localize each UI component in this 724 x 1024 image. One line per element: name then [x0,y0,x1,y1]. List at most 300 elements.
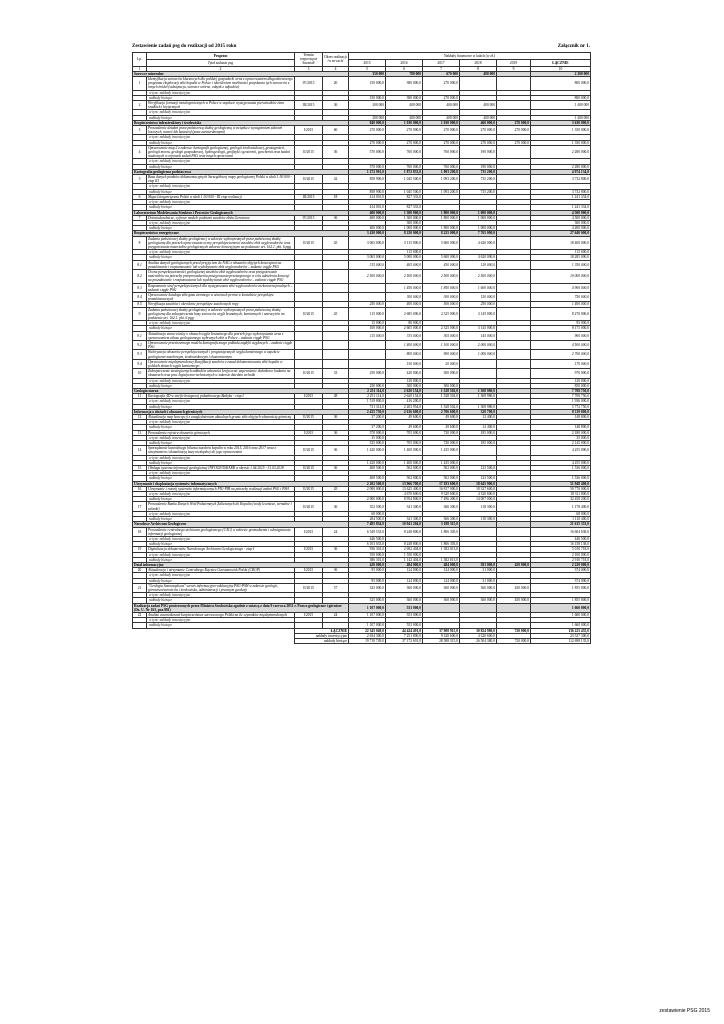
row-value: 8 220 000,0 [386,231,423,236]
row-value: 49 600,0 [386,425,423,430]
row-value: 95 000,0 [349,568,386,573]
row-name: w tym: nakłady inwestycyjne [147,420,295,425]
row-value: 550 000,0 [349,552,386,557]
row-value: 750 000,0 [531,292,591,301]
row-value [497,446,531,455]
row-value: 3 732 800,0 [531,189,591,194]
row-lp: 1 [133,77,147,91]
section-name: Utrzymanie i eksploatacja systemów informatycznych [133,481,349,486]
row-value: 190 000,0 [460,164,497,169]
row-value: 760 000,0 [423,145,460,159]
row-name: nakłady bieżące [147,557,295,562]
row-value: 120 000,0 [460,260,497,269]
row-lp: 9.3 [133,350,147,359]
row-duration: 36 [323,145,349,159]
row-value: 315 000,0 [349,260,386,269]
row-value: 1 536 000,0 [531,466,591,471]
row-lp: 8 [133,236,147,250]
row-value: 1 806 305,0 [423,527,460,536]
row-duration: 33 [323,369,349,378]
row-value: 51 948 400,0 [531,481,591,486]
row-value: 8 248 800,0 [386,527,423,536]
row-name: Weryfikacja formacji metalogenicznych w Polsce w aspekcie występowania pierwiastków ziem rzadkich i krytycznych [147,101,295,110]
row-value: 5 600 000,0 [423,236,460,250]
section-name: Bezpieczeństwo infrastruktury i środowisko [133,120,349,125]
row-name: w tym: nakłady inwestycyjne [147,159,295,164]
col-task-name: Tytuł zadania psg [147,59,295,66]
row-name: nakłady bieżące [147,425,295,430]
table-body [133,71,591,628]
row-value: 1 000 000,0 [460,215,497,220]
row-value: 1 536 000,0 [531,476,591,481]
row-value: 3 065 000,0 [349,236,386,250]
row-value: 20 000,0 [423,359,460,368]
row-lp: 14 [133,446,147,455]
row-value: 374 000,0 [531,568,591,573]
totals-value: 26 504 380,0 [460,638,497,643]
row-value: 450 000,0 [423,260,460,269]
row-name: "Geologia Samorządowa" serwis informacyjno-edukacyjny PSG-PSH w zakresie geologii, górnictwa/surowców i środowiska, administracji i prawnym geodezji [147,583,295,592]
row-value: 270 000,0 [497,126,531,135]
row-value: 366 300,0 [423,517,460,522]
row-value: 1 045 500,0 [386,175,423,184]
row-value: 450 000,0 [497,598,531,603]
col-year: 2018 [460,59,497,66]
row-duration: 45 [323,486,349,491]
task-row [133,292,591,301]
row-value [423,603,460,612]
row-start: I/2015 [295,394,323,399]
row-name: nakłady bieżące [147,460,295,465]
row-value: 502 000,0 [386,466,423,471]
row-value: 400 000,0 [349,215,386,220]
totals-value: 37 172 691,0 [386,638,423,643]
row-start: IV/2015 [295,77,323,91]
row-value [460,603,497,612]
row-name: Kartografia 4D w strefie brzegowej południowego Bałtyku - etap I [147,394,295,399]
row-value: 2 251 114,0 [349,394,386,399]
row-value: 735 200,0 [460,169,497,174]
row-value: 1 030 000,0 [423,120,460,125]
row-value: 570 000,0 [349,145,386,159]
row-value: 350 000 [349,71,386,76]
row-name: Prowadzenie centralnego archiwum geologicznego (CAG) w zakresie gromadzenia i udostępniania informacji geologicznej [147,527,295,536]
row-value: 1 350 000,0 [531,140,591,145]
row-value [349,283,386,292]
row-duration: 36 [323,430,349,435]
row-value: 500 000,0 [423,302,460,307]
row-name: Obsługa systemu informacji geologicznej INFOGEOSKARB w okresie 1.04.2015 - 31.03.2018 [147,466,295,471]
totals-value: 19 710 749,0 [349,638,386,643]
row-name: Identyfikacja surowców kluczowych dla polskiej gospodarki wraz z opracowaniem długookresowego programu eksploracji złóż kopalin w Polsce i określeniem możliwości pozyskania tych surowców z innych źródeł (substytucja, surowce wtórne, odzysk z odpadów) [148,77,293,90]
row-value [460,369,497,378]
row-value: 270 000,0 [423,140,460,145]
row-value: 14 007 000,0 [460,497,497,502]
row-value: 270 000,0 [423,95,460,100]
row-value: 2 145 000,0 [531,441,591,446]
row-name: w tym: nakłady inwestycyjne [147,321,295,326]
row-name: nakłady bieżące [147,205,295,210]
task-row [133,77,591,91]
task-row [133,350,591,359]
row-name: w tym: nakłady inwestycyjne [147,536,295,541]
row-lp: 11 [133,394,147,399]
row-value: 1 855 000,0 [531,583,591,592]
column-index: 2 [147,66,295,71]
row-value [497,369,531,378]
task-row [133,269,591,283]
totals-value: 30 824 980,0 [460,628,497,633]
row-value: 1 660 000,0 [531,623,591,628]
row-value [497,307,531,321]
row-lp: 12 [133,415,147,420]
row-lp: 10 [133,369,147,378]
row-name: w tym: nakłady inwestycyjne [147,399,295,404]
totals-label: ŁĄCZNIE [295,628,349,633]
row-value: 4 255 000,0 [531,460,591,465]
row-value: 1 400 000,0 [531,302,591,307]
task-row [133,101,591,110]
row-value: 13 966 700,0 [386,481,423,486]
row-name: nakłady bieżące [147,140,295,145]
row-value: 80 000,0 [386,321,423,326]
task-row [133,331,591,340]
row-value: 1 000 000,0 [386,226,423,231]
row-value: 1 528 502,0 [423,404,460,409]
row-value: 8 119 800,0 [531,409,591,414]
row-duration [323,359,349,368]
row-value: 18 285 000,0 [531,255,591,260]
row-value: 1 420 000,0 [349,460,386,465]
row-value: 553 000,0 [386,623,423,628]
row-name: w tym: nakłady inwestycyjne [147,593,295,598]
totals-value: 4 320 600,0 [460,633,497,638]
row-value: 1 308 980,0 [460,404,497,409]
row-name: Sporządzanie kwartalnego bilansu zasobów kopalin w roku 2015, 2016 oraz 2017 wraz z utrzymaniem i aktualizacją bazy niezbędnej do jego opracowania [147,446,295,455]
row-value: 8 270 000,0 [531,307,591,321]
row-value: 360 000,0 [423,583,460,592]
row-value: 250 000,0 [349,302,386,307]
row-start: II/2015 [295,369,323,378]
row-value: 2 620 154,0 [386,394,423,399]
row-duration: 24 [323,527,349,536]
row-value: 1 400 000,0 [386,460,423,465]
row-value: 190 000,0 [460,145,497,159]
row-value: 446 500,0 [531,536,591,541]
row-value: 400 000 [460,115,497,120]
row-value: 446 500,0 [349,536,386,541]
row-value: 1 000 000,0 [460,210,497,215]
row-name: nakłady bieżące [147,404,295,409]
row-value: 17 183 600,0 [423,481,460,486]
row-value: 270 000,0 [497,140,531,145]
row-value: 374 000,0 [531,578,591,583]
row-name: Ocena perspektywiczności geologicznej zasobów złóż węglowodorów oraz przygotowanie materiałów na potrzeby przeprowadzenia postępowania przetargowego w celu udzielenia koncesji na poszukiwanie i rozpoznawanie lub wydobywanie złóż węglowodorów – zadanie ciągłe PSG [147,269,295,283]
row-value: 5 115 000,0 [386,236,423,250]
row-value [497,603,531,612]
row-value: 570 000,0 [349,164,386,169]
row-value [497,77,531,91]
row-name: Waloryzacja obszarów perspektywicznych i prognostycznych węgla kamiennego w aspekcie geologiczno-zasobowym, środowiskowym i ekonomicznym [147,350,295,359]
row-value: 145 000,0 [460,331,497,340]
row-value [497,101,531,110]
row-value: 2 251 114,0 [349,389,386,394]
column-index: 9 [497,66,531,71]
row-value [497,145,531,159]
row-value: 12 400,0 [460,415,497,420]
row-value: 185 000,0 [460,441,497,446]
row-duration: 60 [323,126,349,135]
row-value: 380 000,0 [386,95,423,100]
row-name: w tym: nakłady inwestycyjne [147,618,295,623]
row-value: 68 000,0 [531,511,591,516]
row-value: 484 000,0 [423,562,460,567]
row-value: 120 000,0 [386,378,423,383]
row-value: 2 700 000,0 [531,350,591,359]
row-value: 720 000,0 [423,430,460,435]
row-start [295,359,323,368]
row-lp: 5 [133,175,147,184]
column-index: 8 [460,66,497,71]
row-lp: 9.1 [133,331,147,340]
row-duration: 36 [323,415,349,420]
row-duration: 36 [323,215,349,220]
row-name: Analiza uwarunkowań bezpieczeństwa surowcowego Polski na tle czynników międzynarodowych [147,612,295,617]
row-value: 31 000,0 [460,568,497,573]
totals-label: nakłady inwestycyjne [295,633,349,638]
row-value: 200 000 [349,115,386,120]
row-name: Opracowanie przestrzennego modelu kartograficznego pokładu zagłębi węglowych – zadanie ciągłe PSG [147,340,295,349]
row-value: 305 000,0 [423,331,460,340]
row-start: II/2015 [295,175,323,184]
row-lp: 3 [133,126,147,135]
row-value: 502 000,0 [423,466,460,471]
row-value: 936 301,0 [349,547,386,552]
row-value: 2 500 000,0 [423,269,460,283]
row-value: 4 670 600,0 [386,492,423,497]
row-value: 4 620 000,0 [460,236,497,250]
row-start [295,331,323,340]
row-value: 1 107 000,0 [349,612,386,617]
task-row [133,126,591,135]
row-value: 250 000,0 [460,302,497,307]
row-value: 10 941 204,0 [386,522,423,527]
row-value: 115 000,0 [386,250,423,255]
row-value: 1 600 000,0 [460,283,497,292]
row-value: 10 000 000,0 [531,269,591,283]
row-start: II/2015 [295,236,323,250]
row-value: 250 000,0 [349,383,386,388]
row-duration: 42 [323,175,349,184]
row-value: 1 107 000,0 [349,623,386,628]
row-value: 2 203 954,0 [386,404,423,409]
row-value: 35 000,0 [531,435,591,440]
row-value [497,502,531,511]
row-value: 325 000,0 [349,598,386,603]
row-value: 95 000,0 [531,321,591,326]
col-year: 2015 [349,59,386,66]
row-value: 21 615 353,0 [531,522,591,527]
row-value [349,359,386,368]
totals-value: 7 251 800,0 [386,633,423,638]
row-value [497,269,531,283]
row-value: 37 200,0 [349,425,386,430]
row-value: 360 000,0 [386,598,423,603]
row-value: 450 000,0 [497,583,531,592]
row-start: I/2015 [295,126,323,135]
row-lp: 8.5 [133,302,147,307]
row-name: nakłady bieżące [147,226,295,231]
row-value: 115 000,0 [531,250,591,255]
row-value: 300 000,0 [386,383,423,388]
row-value: 1 300 000,0 [386,215,423,220]
row-value: 1 850 000,0 [423,283,460,292]
section-name: Surowce mineralne [133,71,349,76]
row-value: 391 000,0 [460,562,497,567]
row-value: 300 000,0 [386,220,423,225]
task-row [133,236,591,250]
row-value: 341 300,0 [386,502,423,511]
row-value: 502 000,0 [423,476,460,481]
row-value [497,527,531,536]
column-index: 5 [349,66,386,71]
document-title: Zestawienie zadań psg do realizacji od 2015 roku [132,44,237,49]
row-start: II/2015 [295,466,323,471]
document-sheet [132,44,590,644]
row-value: 1 110 400,0 [531,517,591,522]
row-value: 760 000,0 [423,164,460,169]
row-value: 827 333,0 [386,205,423,210]
col-year: 2017 [423,59,460,66]
row-value: 270 000,0 [497,120,531,125]
totals-value: 112 698 135,0 [531,638,591,643]
row-value: 553 000,0 [386,603,423,612]
col-start: Termin rozpoczęcia /kwartał/ [295,53,323,67]
row-name: w tym: nakłady inwestycyjne [147,135,295,140]
row-duration: 36 [323,446,349,455]
title-row [132,44,590,49]
section-name: Dział informacyjny [133,562,349,567]
row-value: 1 382 013,0 [423,547,460,552]
row-value: 7 485 834,0 [349,522,386,527]
row-duration: 20 [323,77,349,91]
row-name: w tym: nakłady inwestycyjne [147,184,295,189]
row-value: 760 000,0 [386,145,423,159]
row-value: 1 400 000,0 [386,340,423,349]
row-lp: 13 [133,430,147,435]
row-value: 148 800,0 [531,415,591,420]
row-start: I/2015 [295,547,323,552]
row-duration: 36 [323,502,349,511]
row-duration: 18 [323,194,349,199]
row-value: 124 000,0 [423,568,460,573]
row-value: 1 660 000,0 [531,603,591,612]
row-start [295,350,323,359]
row-value: 300 000,0 [531,220,591,225]
section-name: Realizacja zadań PSG powierzonych przez Ministra Środowiska zgodnie z ustawą z dnia 9 czerwca 2011 r. Prawo geologiczne i górnicze (Dz. U. Nr 163, poz.981) [133,603,349,612]
row-name: nakłady bieżące [147,164,295,169]
row-lp: 16 [133,486,147,491]
row-value: 300 000,0 [386,292,423,301]
row-value: 570 000,0 [349,430,386,435]
row-value: 1 178 400,0 [531,502,591,511]
row-value: 270 000,0 [349,140,386,145]
row-value: 360 000,0 [386,583,423,592]
row-value: 1 450 000,0 [386,283,423,292]
row-value: 150 000,0 [386,359,423,368]
row-value: 5 772 750,0 [531,404,591,409]
row-value: 3 630 000,0 [531,120,591,125]
row-value: 118 300,0 [460,502,497,511]
row-value [497,236,531,250]
attachment-label: Załącznik nr 1. [557,44,590,49]
row-value: 2 000 000,0 [349,497,386,502]
row-lp: 15 [133,466,147,471]
row-value: 8 248 800,0 [386,542,423,547]
row-value: 360 000,0 [460,583,497,592]
row-name: w tym: nakłady inwestycyjne [147,200,295,205]
totals-value: 44 424 491,0 [386,628,423,633]
row-value: 1 435 000,0 [423,446,460,455]
row-value: 1 093 200,0 [423,169,460,174]
row-value: 270 000,0 [460,126,497,135]
row-value: 27 640 000,0 [531,231,591,236]
row-start: I/2015 [295,612,323,617]
row-start: III/2015 [295,194,323,199]
col-total: ŁĄCZNIE [531,59,591,66]
row-name: nakłady bieżące [147,383,295,388]
column-index: 10 [531,66,591,71]
row-value: 115 000,0 [349,331,386,340]
row-value: 49 600,0 [423,415,460,420]
row-value: 150 000,0 [349,95,386,100]
row-value: 7 496 400,0 [423,497,460,502]
row-lp: 7 [133,215,147,220]
row-name: Rozpoznanie stref perspektywicznych dla występowania złóż węglowodorów niekonwencjonalnych – zadanie ciągłe PSG [147,283,295,292]
totals-value: 9 320 600,0 [423,633,460,638]
row-value: 1 241 334,0 [531,194,591,199]
row-value: 352 500,0 [349,502,386,511]
row-value: 2 280 000,0 [531,164,591,169]
row-start: II/2015 [295,415,323,420]
row-value: 3 188 315,0 [423,522,460,527]
row-value: 400 000,0 [349,210,386,215]
row-value [497,175,531,184]
row-name: w tym: nakłady inwestycyjne [147,250,295,255]
row-value: 2 280 000,0 [531,145,591,159]
row-value: 185 000,0 [460,430,497,435]
row-value: 120 000,0 [531,378,591,383]
row-value: 735 200,0 [460,175,497,184]
totals-value: 23 527 300,0 [531,633,591,638]
row-value: 37 200,0 [349,415,386,420]
row-value: 1 272 901,0 [349,169,386,174]
row-value: 8 954 800,0 [386,497,423,502]
task-row [133,283,591,292]
row-value: 2 706 600,0 [423,409,460,414]
row-value: 400 000 [460,71,497,76]
row-name: w tym: nakłady inwestycyjne [147,455,295,460]
section-name: Narodowe Archiwum Geologiczne [133,522,349,527]
row-lp: 8.2 [133,269,147,283]
row-value: 400 000,0 [349,226,386,231]
totals-value: 136 225 435,0 [531,628,591,633]
column-index: 7 [423,66,460,71]
row-value: 13 625 400,0 [386,486,423,491]
row-name: Prowadzenie działań przez państwową służbę geologiczną w związku z wystąpieniem zdarzeń losowych, awarii lub katastrof (poza zatwierdzonymi) [147,126,295,135]
row-value: 170 000,0 [531,359,591,368]
row-start: II/2015 [295,446,323,455]
